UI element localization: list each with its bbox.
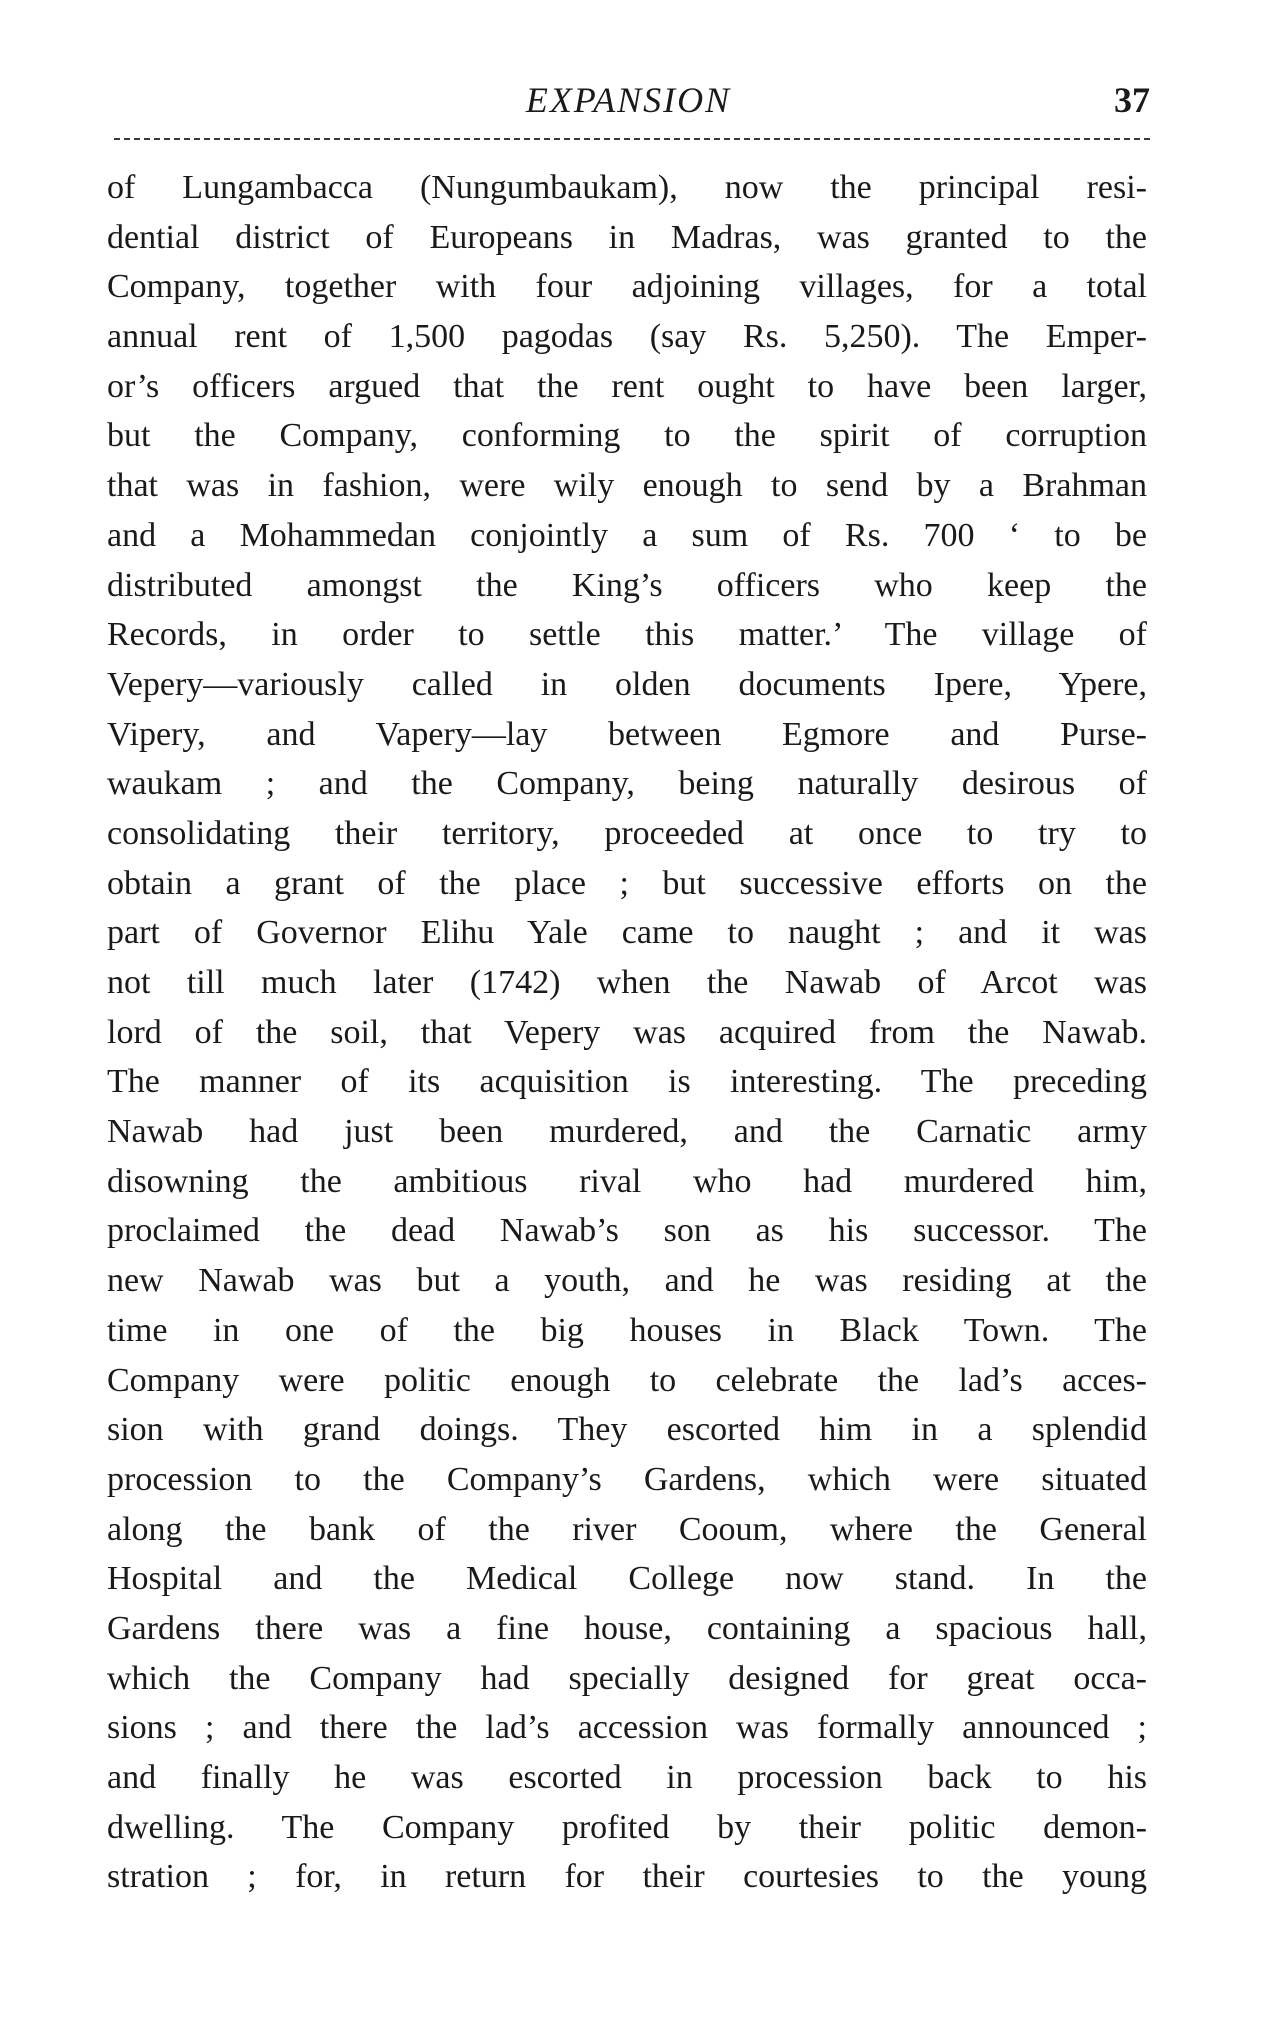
text-line: stration ; for, in return for their courtesies to the young [107, 1858, 1147, 1896]
page-number: 37 [1114, 80, 1150, 120]
text-line: but the Company, conforming to the spirit of corruption [107, 417, 1147, 455]
text-line: new Nawab was but a youth, and he was residing at the [107, 1262, 1147, 1300]
text-line: dential district of Europeans in Madras, was granted to the [107, 218, 1147, 256]
header-rule [114, 138, 1150, 140]
text-line: Company, together with four adjoining villages, for a total [107, 268, 1147, 306]
text-line: obtain a grant of the place ; but successive efforts on the [107, 864, 1147, 902]
text-line: proclaimed the dead Nawab’s son as his successor. The [107, 1212, 1147, 1250]
text-line: annual rent of 1,500 pagodas (say Rs. 5,250). The Emper- [107, 318, 1147, 356]
text-line: Vipery, and Vapery—lay between Egmore and Purse- [107, 715, 1147, 753]
text-line: that was in fashion, were wily enough to send by a Brahman [107, 467, 1147, 505]
text-line: not till much later (1742) when the Nawab of Arcot was [107, 964, 1147, 1001]
text-line: waukam ; and the Company, being naturally desirous of [107, 765, 1147, 803]
text-line: and finally he was escorted in procession back to his [107, 1759, 1147, 1796]
body-text [107, 163, 1147, 1902]
text-line: disowning the ambitious rival who had murdered him, [107, 1162, 1147, 1200]
text-line: The manner of its acquisition is interesting. The preceding [107, 1063, 1147, 1101]
text-line: sion with grand doings. They escorted him in a splendid [107, 1411, 1147, 1449]
running-head [107, 72, 1150, 128]
text-line: procession to the Company’s Gardens, which were situated [107, 1460, 1147, 1498]
running-title: EXPANSION [525, 80, 732, 120]
text-line: Gardens there was a fine house, containing a spacious hall, [107, 1609, 1147, 1647]
text-line: Hospital and the Medical College now stand. In the [107, 1560, 1147, 1598]
text-line: Company were politic enough to celebrate the lad’s acces- [107, 1361, 1147, 1399]
text-line: sions ; and there the lad’s accession was formally announced ; [107, 1709, 1147, 1747]
text-line: which the Company had specially designed for great occa- [107, 1659, 1147, 1697]
text-line: time in one of the big houses in Black Town. The [107, 1311, 1147, 1349]
text-line: and a Mohammedan conjointly a sum of Rs. 700 ‘ to be [107, 516, 1147, 554]
text-line: part of Governor Elihu Yale came to naught ; and it was [107, 914, 1147, 952]
text-line: along the bank of the river Cooum, where the General [107, 1510, 1147, 1548]
text-line: Records, in order to settle this matter.’ The village of [107, 616, 1147, 654]
text-line: Vepery—variously called in olden documents Ipere, Ypere, [107, 665, 1147, 703]
text-line: lord of the soil, that Vepery was acquired from the Nawab. [107, 1013, 1147, 1051]
text-line: of Lungambacca (Nungumbaukam), now the principal resi- [107, 169, 1147, 206]
text-line: dwelling. The Company profited by their politic demon- [107, 1808, 1147, 1846]
text-line: or’s officers argued that the rent ought to have been larger, [107, 367, 1147, 405]
text-line: consolidating their territory, proceeded at once to try to [107, 814, 1147, 852]
text-line: Nawab had just been murdered, and the Carnatic army [107, 1113, 1147, 1151]
text-line: distributed amongst the King’s officers who keep the [107, 566, 1147, 604]
